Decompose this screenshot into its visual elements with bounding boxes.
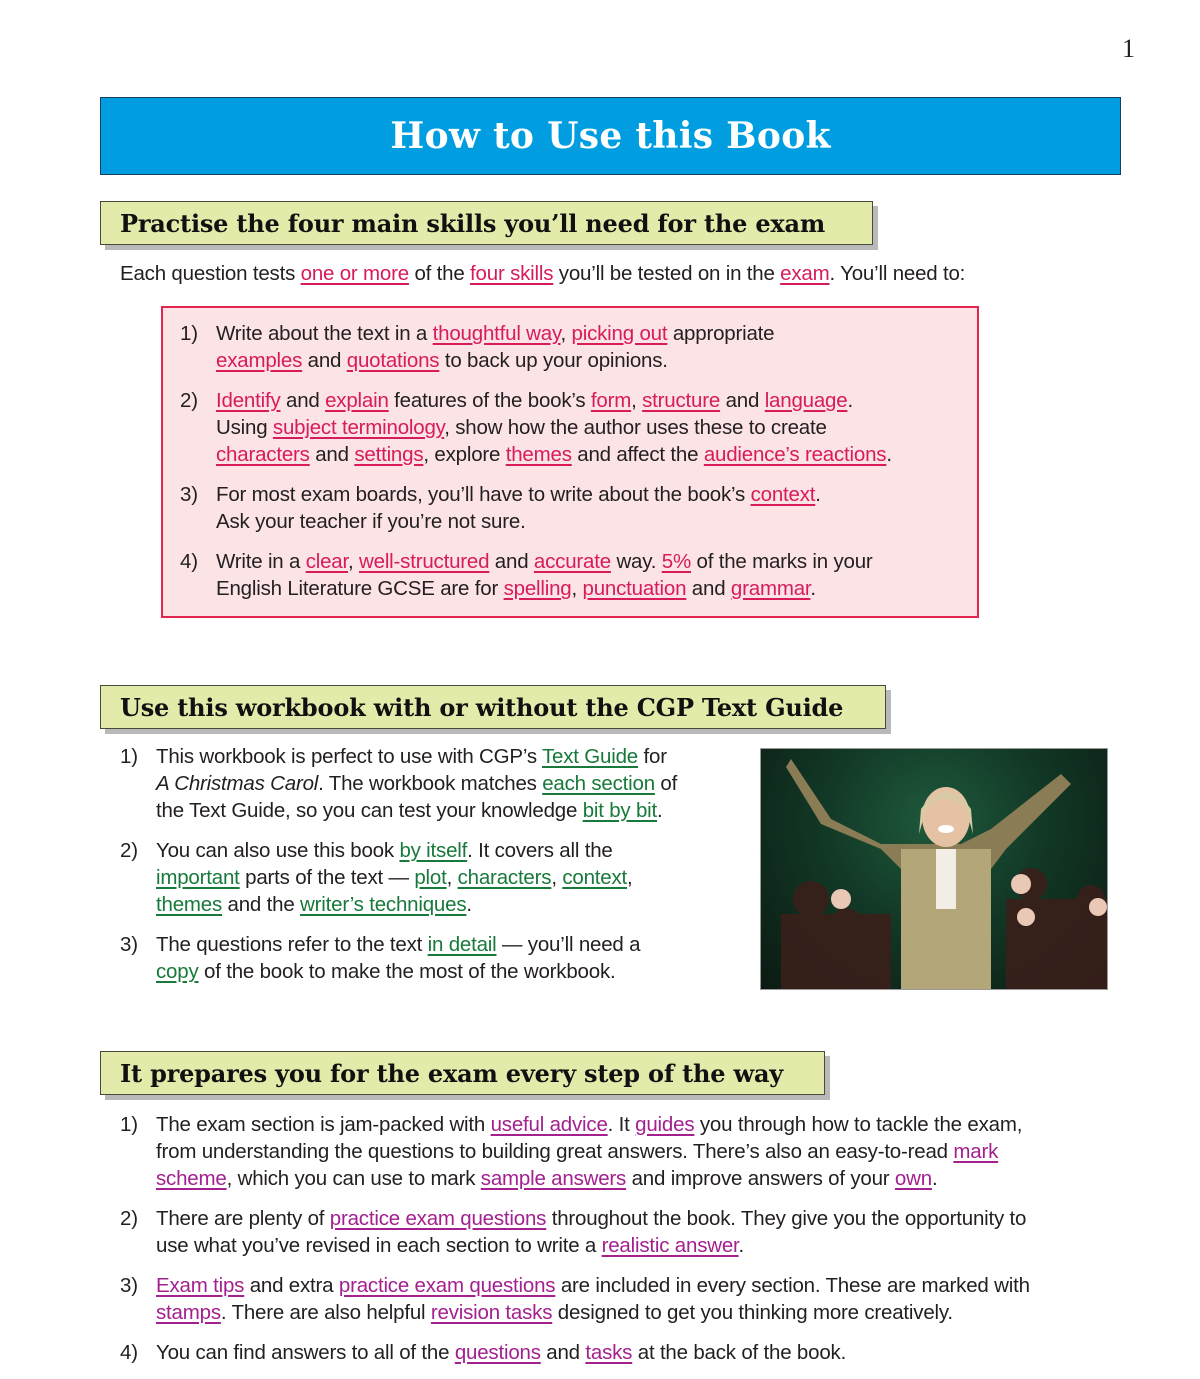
text-run: , explore <box>423 443 506 466</box>
text-run: and <box>309 443 355 466</box>
text-run: . <box>886 443 892 466</box>
text-run: and affect the <box>571 443 704 466</box>
text-run: The exam section is jam-packed with <box>156 1113 491 1136</box>
highlighted-term: own <box>894 1167 932 1190</box>
text-run: way. <box>610 550 662 573</box>
item-number: 1) <box>120 745 138 768</box>
text-run: Each question tests <box>120 262 301 285</box>
item-number: 2) <box>120 1207 138 1230</box>
highlighted-term: important <box>156 866 240 889</box>
highlighted-term: scheme <box>156 1167 227 1190</box>
item-number: 1) <box>120 1113 138 1136</box>
item-number: 4) <box>180 550 198 573</box>
item-text <box>216 548 960 602</box>
highlighted-term: realistic answer <box>601 1234 739 1257</box>
text-run: . <box>931 1167 938 1190</box>
text-run: and <box>720 389 765 412</box>
highlighted-term: in detail <box>427 933 497 956</box>
workbook-list <box>120 743 740 998</box>
highlighted-term: subject terminology <box>272 416 445 439</box>
text-run: — you’ll need a <box>496 933 641 956</box>
page-number: 1 <box>1122 34 1135 63</box>
highlighted-term: plot <box>414 866 447 889</box>
highlighted-term: audience’s reactions <box>703 443 887 466</box>
text-run: Write in a <box>216 550 306 573</box>
text-run: , show how the author uses these to create <box>444 416 827 439</box>
list-item <box>120 1339 1120 1366</box>
item-text <box>156 1205 1120 1259</box>
text-run: , which you can use to mark <box>226 1167 481 1190</box>
text-run: from understanding the questions to building great answers. There’s also an easy-to-read <box>156 1140 954 1163</box>
highlighted-term: themes <box>156 893 223 916</box>
text-run: of the book to make the most of the workbook. <box>198 960 616 983</box>
list-item <box>120 931 740 985</box>
text-run: . You’ll need to: <box>829 262 966 285</box>
text-run: , <box>627 866 633 889</box>
item-number: 2) <box>180 389 198 412</box>
text-run: Ask your teacher if you’re not sure. <box>216 510 526 533</box>
section-heading-workbook <box>100 685 886 729</box>
highlighted-term: each section <box>542 772 655 795</box>
text-run: you’ll be tested on in the <box>553 262 781 285</box>
item-text <box>216 387 960 468</box>
highlighted-term: bit by bit <box>582 799 658 822</box>
text-run: This workbook is perfect to use with CGP’s <box>156 745 542 768</box>
highlighted-term: form <box>590 389 632 412</box>
page-title: How to Use this Book <box>390 115 831 157</box>
list-item <box>120 743 740 824</box>
text-run: . It covers all the <box>467 839 613 862</box>
highlighted-term: quotations <box>346 349 440 372</box>
highlighted-term: language <box>764 389 848 412</box>
highlighted-term: settings <box>354 443 424 466</box>
highlighted-term: Identify <box>216 389 281 412</box>
highlighted-term: copy <box>156 960 199 983</box>
text-run: use what you’ve revised in each section to write a <box>156 1234 602 1257</box>
text-run: There are plenty of <box>156 1207 330 1230</box>
text-run: and <box>302 349 347 372</box>
section-heading-text: Use this workbook with or without the CGP Text Guide <box>120 692 844 722</box>
italic-title: A Christmas Carol <box>156 772 319 795</box>
highlighted-term: stamps <box>156 1301 221 1324</box>
text-run: , <box>631 389 643 412</box>
text-run: and improve answers of your <box>626 1167 895 1190</box>
skills-list <box>180 320 960 615</box>
text-run: and <box>540 1341 586 1364</box>
list-item <box>120 1111 1120 1192</box>
item-text <box>156 1339 1120 1366</box>
intro-paragraph <box>120 260 1120 287</box>
highlighted-term: practice exam questions <box>338 1274 556 1297</box>
text-run: . <box>738 1234 745 1257</box>
item-text <box>216 320 960 374</box>
list-item <box>180 320 960 374</box>
section-heading-skills <box>100 201 873 245</box>
highlighted-term: practice exam questions <box>329 1207 547 1230</box>
highlighted-term: picking out <box>571 322 668 345</box>
list-item <box>180 481 960 535</box>
photo-illustration <box>761 749 1108 990</box>
list-item <box>120 1272 1120 1326</box>
text-run: , <box>551 866 563 889</box>
highlighted-term: sample answers <box>480 1167 627 1190</box>
text-run: . There are also helpful <box>220 1301 431 1324</box>
text-run: for <box>638 745 667 768</box>
text-run: You can also use this book <box>156 839 400 862</box>
text-run: features of the book’s <box>388 389 591 412</box>
item-number: 4) <box>120 1341 138 1364</box>
item-text <box>156 1111 1120 1192</box>
text-run: For most exam boards, you’ll have to write about the book’s <box>216 483 751 506</box>
text-run: designed to get you thinking more creatively. <box>552 1301 953 1324</box>
text-run: English Literature GCSE are for <box>216 577 504 600</box>
text-run: . It <box>607 1113 636 1136</box>
item-number: 1) <box>180 322 198 345</box>
highlighted-term: four skills <box>470 262 554 285</box>
highlighted-term: one or more <box>300 262 409 285</box>
highlighted-term: examples <box>216 349 303 372</box>
text-run: at the back of the book. <box>632 1341 847 1364</box>
text-run: . <box>810 577 816 600</box>
highlighted-term: tasks <box>585 1341 633 1364</box>
list-item <box>120 1205 1120 1259</box>
text-run: , <box>446 866 458 889</box>
highlighted-term: exam <box>780 262 830 285</box>
highlighted-term: accurate <box>533 550 611 573</box>
highlighted-term: clear <box>305 550 349 573</box>
text-run: . The workbook matches <box>318 772 543 795</box>
highlighted-term: 5% <box>661 550 692 573</box>
item-number: 3) <box>120 933 138 956</box>
highlighted-term: grammar <box>730 577 811 600</box>
text-run: , <box>348 550 360 573</box>
exam-list <box>120 1111 1120 1379</box>
highlighted-term: mark <box>953 1140 999 1163</box>
item-text <box>156 931 740 985</box>
text-run: parts of the text — <box>239 866 415 889</box>
text-run: throughout the book. They give you the opportunity to <box>546 1207 1027 1230</box>
highlighted-term: writer’s techniques <box>300 893 467 916</box>
text-run: , <box>560 322 572 345</box>
section-heading-exam <box>100 1051 825 1095</box>
text-run: you through how to tackle the exam, <box>694 1113 1023 1136</box>
text-run: and the <box>222 893 301 916</box>
text-run: , <box>571 577 583 600</box>
section-heading-text: It prepares you for the exam every step of the way <box>120 1058 784 1088</box>
highlighted-term: Exam tips <box>156 1274 245 1297</box>
highlighted-term: guides <box>635 1113 695 1136</box>
text-run: . <box>815 483 821 506</box>
text-run: and <box>489 550 534 573</box>
text-run: Using <box>216 416 273 439</box>
item-text <box>156 743 740 824</box>
highlighted-term: by itself <box>399 839 468 862</box>
list-item <box>120 837 740 918</box>
item-text <box>216 481 960 535</box>
text-run: and <box>280 389 326 412</box>
text-run: of <box>654 772 678 795</box>
text-run: are included in every section. These are marked with <box>555 1274 1030 1297</box>
item-text <box>156 837 740 918</box>
section-heading-text: Practise the four main skills you’ll need for the exam <box>120 208 826 238</box>
scrooge-photo <box>760 748 1108 990</box>
text-run: . <box>657 799 663 822</box>
highlighted-term: characters <box>457 866 552 889</box>
text-run: You can find answers to all of the <box>156 1341 455 1364</box>
text-run: the Text Guide, so you can test your knowledge <box>156 799 583 822</box>
list-item <box>180 387 960 468</box>
text-run: Write about the text in a <box>216 322 433 345</box>
item-text <box>156 1272 1120 1326</box>
title-banner <box>100 97 1121 175</box>
highlighted-term: context <box>562 866 628 889</box>
text-run: appropriate <box>667 322 775 345</box>
highlighted-term: structure <box>642 389 721 412</box>
highlighted-term: characters <box>216 443 310 466</box>
text-run: and extra <box>244 1274 339 1297</box>
text-run: . <box>847 389 853 412</box>
text-run: and <box>686 577 731 600</box>
highlighted-term: spelling <box>503 577 572 600</box>
item-number: 3) <box>180 483 198 506</box>
highlighted-term: explain <box>325 389 389 412</box>
highlighted-term: context <box>750 483 816 506</box>
text-run: The questions refer to the text <box>156 933 428 956</box>
list-item <box>180 548 960 602</box>
item-number: 2) <box>120 839 138 862</box>
highlighted-term: Text Guide <box>542 745 638 768</box>
highlighted-term: revision tasks <box>430 1301 553 1324</box>
highlighted-term: punctuation <box>582 577 687 600</box>
text-run: of the marks in your <box>691 550 873 573</box>
highlighted-term: themes <box>505 443 572 466</box>
highlighted-term: useful advice <box>490 1113 608 1136</box>
highlighted-term: thoughtful way <box>432 322 561 345</box>
text-run: to back up your opinions. <box>439 349 668 372</box>
highlighted-term: questions <box>454 1341 541 1364</box>
item-number: 3) <box>120 1274 138 1297</box>
highlighted-term: well-structured <box>359 550 490 573</box>
text-run: . <box>466 893 472 916</box>
text-run: of the <box>408 262 471 285</box>
